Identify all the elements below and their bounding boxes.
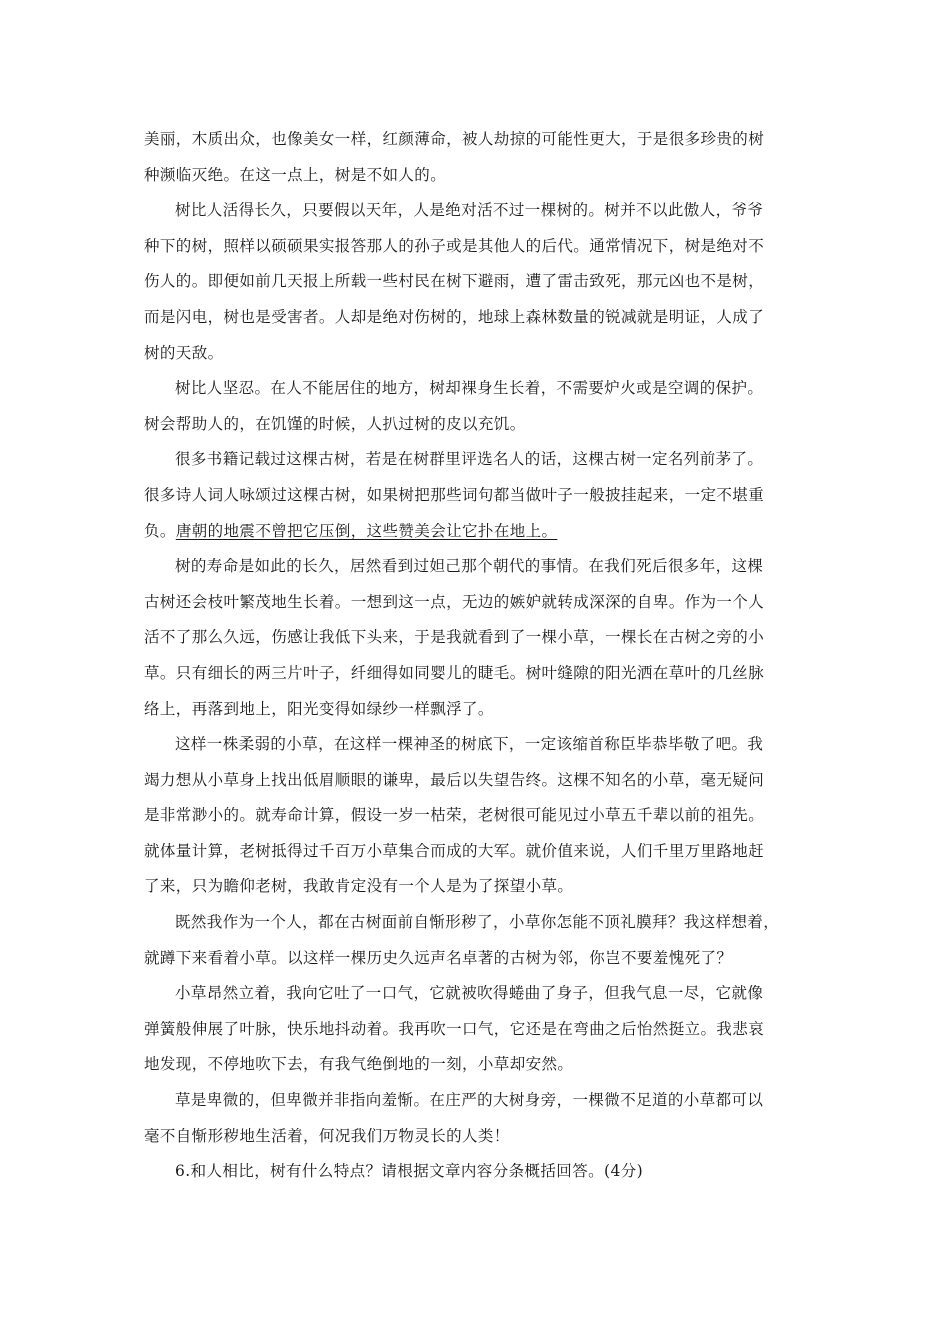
text-line: 种濒临灭绝。在这一点上，树是不如人的。 <box>144 165 447 184</box>
text-line-with-underline <box>144 514 812 550</box>
document-page <box>144 122 812 1190</box>
text-line: 伤人的。即便如前几天报上所载一些村民在树下避雨，遭了雷击致死，那元凶也不是树， <box>144 272 765 291</box>
text-line: 地发现，不停地吹下去，有我气绝倒地的一刻，小草却安然。 <box>144 1055 574 1074</box>
text-line: 活不了那么久远，伤感让我低下头来，于是我就看到了一棵小草，一棵长在古树之旁的小 <box>144 628 765 647</box>
text-line: 竭力想从小草身上找出低眉顺眼的谦卑，最后以失望告终。这棵不知名的小草，毫无疑问 <box>144 770 765 789</box>
paragraph-line: 树比人坚忍。在人不能居住的地方，树却裸身生长着，不需要炉火或是空调的保护。 <box>175 379 764 398</box>
underlined-sentence: 唐朝的地震不曾把它压倒，这些赞美会让它扑在地上。 <box>175 521 558 540</box>
paragraph-line: 这样一株柔弱的小草，在这样一棵神圣的树底下，一定该缩首称臣毕恭毕敬了吧。我 <box>175 735 764 754</box>
text-line: 是非常渺小的。就寿命计算，假设一岁一枯荣，老树很可能见过小草五千辈以前的祖先。 <box>144 806 765 825</box>
text-line: 很多诗人词人咏颂过这棵古树，如果树把那些词句都当做叶子一般披挂起来，一定不堪重 <box>144 485 765 504</box>
text-line: 了来，只为瞻仰老树，我敢肯定没有一个人是为了探望小草。 <box>144 877 574 896</box>
text-line: 美丽，木质出众，也像美女一样，红颜薄命，被人劫掠的可能性更大，于是很多珍贵的树 <box>144 130 765 148</box>
paragraph-line: 树的寿命是如此的长久，居然看到过妲己那个朝代的事情。在我们死后很多年，这棵 <box>175 557 764 576</box>
paragraph-line: 草是卑微的，但卑微并非指向羞惭。在庄严的大树身旁，一棵微不足道的小草都可以 <box>175 1091 764 1110</box>
paragraph-line: 既然我作为一个人，都在古树面前自惭形秽了，小草你怎能不顶礼膜拜？我这样想着， <box>175 913 780 932</box>
text-line: 而是闪电，树也是受害者。人却是绝对伤树的，地球上森林数量的锐减就是明证，人成了 <box>144 307 765 326</box>
text-line: 弹簧般伸展了叶脉，快乐地抖动着。我再吹一口气，它还是在弯曲之后怡然挺立。我悲哀 <box>144 1019 765 1038</box>
text-line: 树会帮助人的，在饥馑的时候，人扒过树的皮以充饥。 <box>144 414 526 433</box>
text-line: 草。只有细长的两三片叶子，纤细得如同婴儿的睫毛。树叶缝隙的阳光洒在草叶的几丝脉 <box>144 663 765 682</box>
paragraph-line: 树比人活得长久，只要假以天年，人是绝对活不过一棵树的。树并不以此傲人，爷爷 <box>175 201 764 220</box>
paragraph-line: 很多书籍记载过这棵古树，若是在树群里评选名人的话，这棵古树一定名列前茅了。 <box>175 450 764 469</box>
text-line: 古树还会枝叶繁茂地生长着。一想到这一点，无边的嫉妒就转成深深的自卑。作为一个人 <box>144 592 765 611</box>
text-line: 树的天敌。 <box>144 343 224 362</box>
paragraph-line: 小草昂然立着，我向它吐了一口气，它就被吹得蜷曲了身子，但我气息一尽，它就像 <box>175 984 764 1003</box>
text-line: 种下的树，照样以硕硕果实报答那人的孙子或是其他人的后代。通常情况下，树是绝对不 <box>144 236 765 255</box>
question-line: 6.和人相比，树有什么特点？请根据文章内容分条概括回答。(4分) <box>175 1162 644 1181</box>
text-segment: 负。 <box>144 521 176 540</box>
text-line: 络上，再落到地上，阳光变得如绿纱一样飘浮了。 <box>144 699 494 718</box>
text-line: 毫不自惭形秽地生活着，何况我们万物灵长的人类！ <box>144 1126 510 1145</box>
text-line: 就体量计算，老树抵得过千百万小草集合而成的大军。就价值来说，人们千里万里路地赶 <box>144 841 765 860</box>
text-line: 就蹲下来看着小草。以这样一棵历史久远声名卓著的古树为邻，你岂不要羞愧死了？ <box>144 948 733 967</box>
